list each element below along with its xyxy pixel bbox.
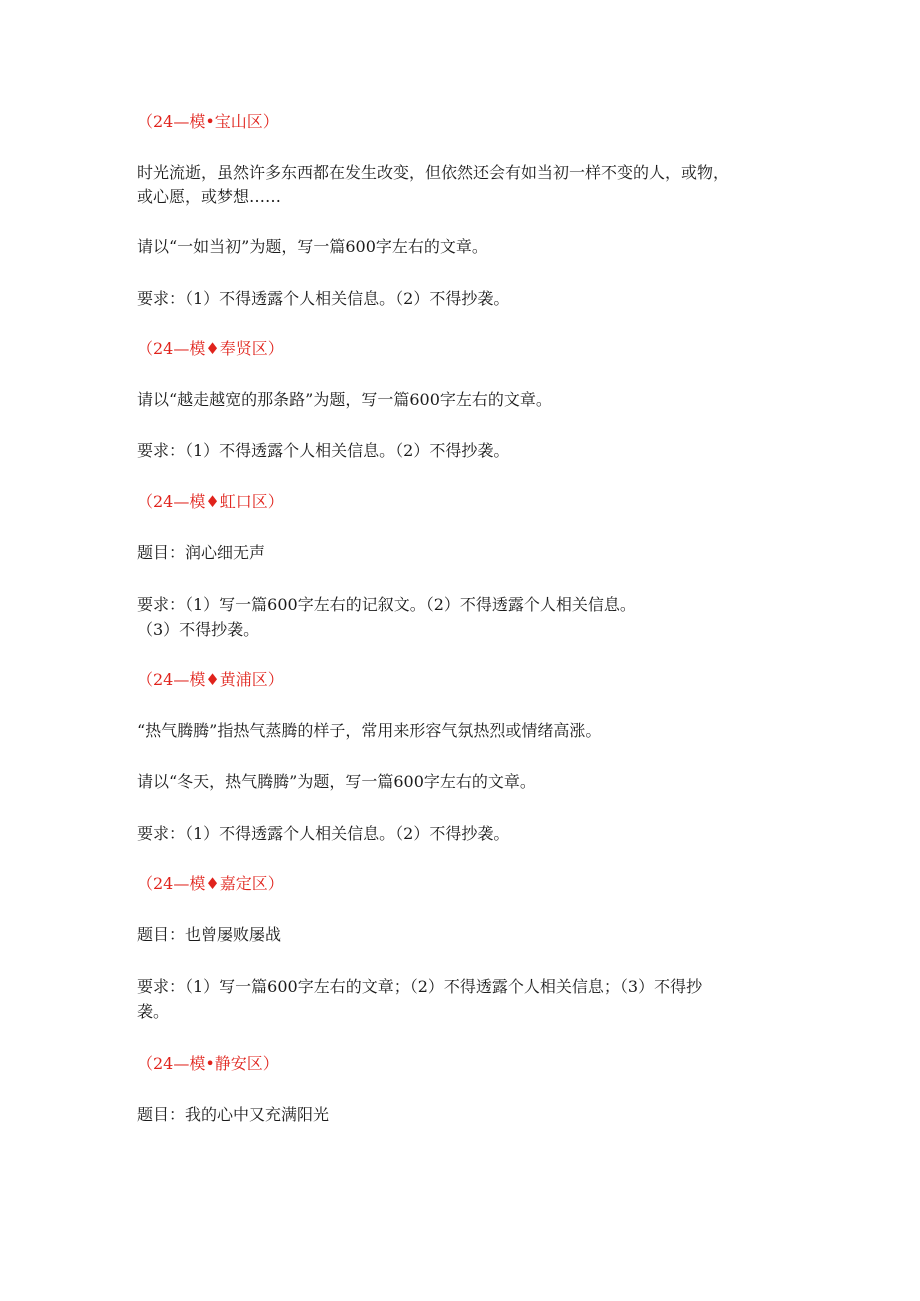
section-heading-huangpu: （24—模♦黄浦区） (137, 670, 284, 689)
section-heading-jingan: （24—模•静安区） (137, 1054, 279, 1073)
section-heading-fengxian: （24—模♦奉贤区） (137, 339, 284, 358)
paragraph-prompt: 请以“冬天，热气腾腾”为题，写一篇600字左右的文章。 (137, 772, 536, 791)
section-heading-jiading: （24—模♦嘉定区） (137, 874, 284, 893)
paragraph-prompt: 请以“越走越宽的那条路”为题，写一篇600字左右的文章。 (137, 390, 552, 409)
paragraph-title: 题目：我的心中又充满阳光 (137, 1105, 330, 1124)
paragraph-requirements-line2: 袭。 (137, 1002, 170, 1021)
paragraph-intro-line2: 或心愿，或梦想…… (137, 187, 282, 206)
paragraph-intro-line1: 时光流逝，虽然许多东西都在发生改变，但依然还会有如当初一样不变的人，或物， (137, 163, 730, 182)
paragraph-prompt: 请以“一如当初”为题，写一篇600字左右的文章。 (137, 237, 488, 256)
section-heading-baoshan: （24—模•宝山区） (137, 112, 279, 131)
paragraph-title: 题目：润心细无声 (137, 543, 266, 562)
paragraph-requirements: 要求：（1）不得透露个人相关信息。（2）不得抄袭。 (137, 824, 510, 843)
section-heading-hongkou: （24—模♦虹口区） (137, 492, 284, 511)
paragraph-requirements: 要求：（1）不得透露个人相关信息。（2）不得抄袭。 (137, 289, 510, 308)
paragraph-requirements-line1: 要求：（1）写一篇600字左右的文章；（2）不得透露个人相关信息；（3）不得抄 (137, 977, 703, 996)
paragraph-requirements: 要求：（1）不得透露个人相关信息。（2）不得抄袭。 (137, 441, 510, 460)
paragraph-title: 题目：也曾屡败屡战 (137, 925, 282, 944)
paragraph-requirements-line1: 要求：（1）写一篇600字左右的记叙文。（2）不得透露个人相关信息。 (137, 595, 636, 614)
paragraph-intro: “热气腾腾”指热气蒸腾的样子，常用来形容气氛热烈或情绪高涨。 (137, 721, 602, 740)
paragraph-requirements-line2: （3）不得抄袭。 (137, 620, 260, 639)
